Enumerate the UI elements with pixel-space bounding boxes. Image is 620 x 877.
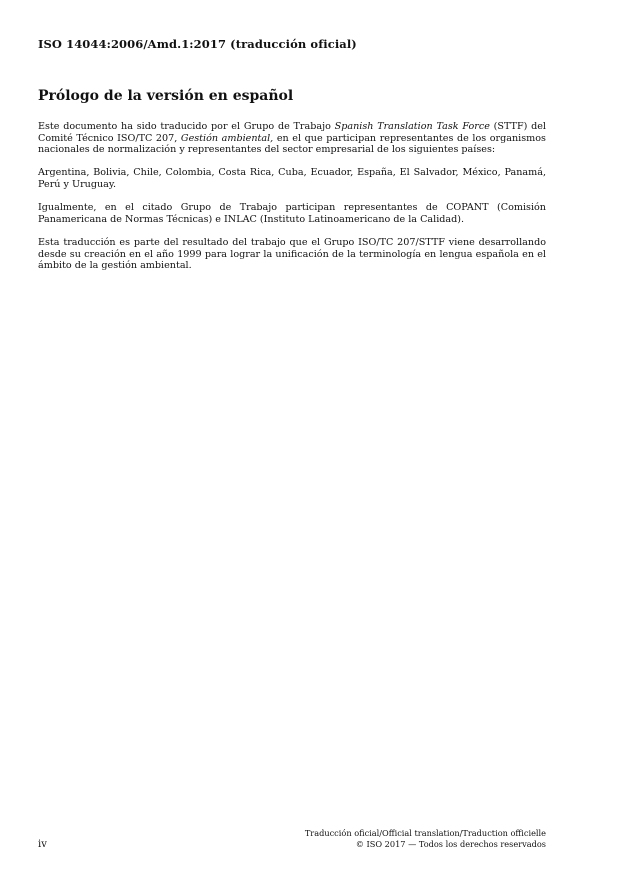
paragraph-4: Esta traducción es parte del resultado del trabajo que el Grupo ISO/TC 207/STTF viene desarrollando desde su creación en el año 1999 para lograr la unificación de la terminología en lengua española en el ámbito de la gestión ambiental. xyxy=(38,236,546,272)
footer-copyright-line: © ISO 2017 — Todos los derechos reservados xyxy=(355,839,546,849)
footer-copyright xyxy=(305,828,546,850)
paragraph-2: Argentina, Bolivia, Chile, Colombia, Costa Rica, Cuba, Ecuador, España, El Salvador, México, Panamá, Perú y Uruguay. xyxy=(38,167,546,190)
body-text xyxy=(38,121,546,283)
page-number: iv xyxy=(38,839,47,850)
paragraph-1 xyxy=(38,121,546,156)
document-header-title: ISO 14044:2006/Amd.1:2017 (traducción oficial) xyxy=(38,37,357,51)
paragraph-3: Igualmente, en el citado Grupo de Trabajo participan representantes de COPANT (Comisión Panamericana de Normas Técnicas) e INLAC (Instituto Latinoamericano de la Calidad). xyxy=(38,202,546,225)
paragraph-1-text-a: Este documento ha sido traducido por el Grupo de Trabajo xyxy=(38,121,335,132)
section-title: Prólogo de la versión en español xyxy=(38,88,294,104)
footer-translation-note: Traducción oficial/Official translation/Traduction officielle xyxy=(304,828,546,838)
working-group-name: Spanish Translation Task Force xyxy=(334,121,490,132)
paragraph-1-text-e: en el que participan representantes de los organismos nacionales de normalización y representantes del sector empresarial de los siguientes países: xyxy=(38,132,546,156)
paragraph-1-text-c: (STTF) del Comité Técnico ISO/TC 207, xyxy=(38,121,546,144)
committee-title: Gestión ambiental, xyxy=(180,132,274,144)
